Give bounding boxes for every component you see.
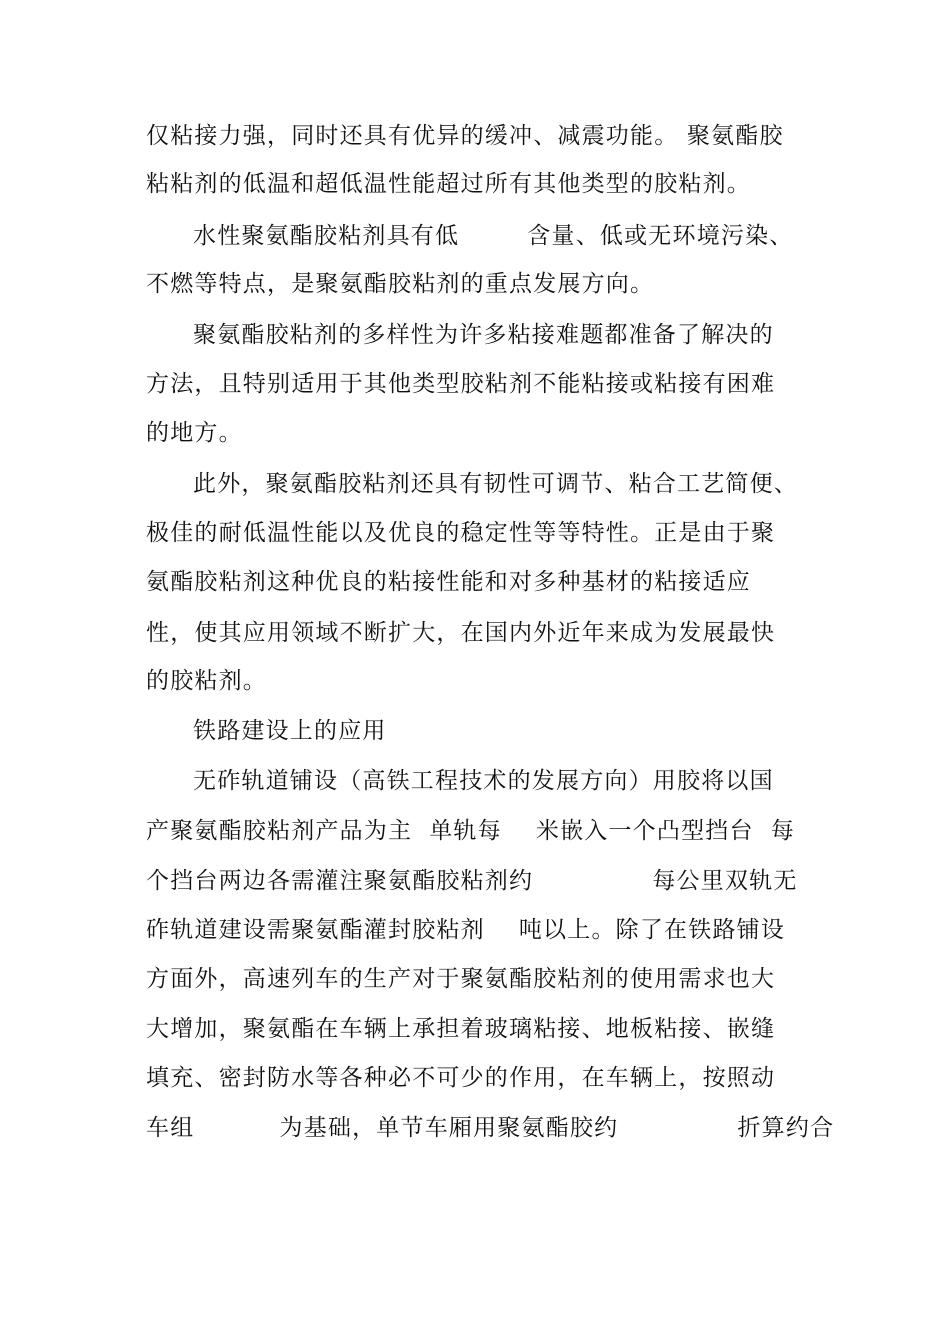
paragraph-start-line: 此外，聚氨酯胶粘剂还具有韧性可调节、粘合工艺简便、 xyxy=(193,471,798,497)
text-line: 产聚氨酯胶粘剂产品为主 单轨每 米嵌入一个凸型挡台 每 xyxy=(146,818,795,844)
text-line: 的胶粘剂。 xyxy=(146,668,267,694)
text-line: 车组 为基础，单节车厢用聚氨酯胶约 折算约合 xyxy=(146,1115,835,1141)
section-heading: 铁路建设上的应用 xyxy=(193,718,387,744)
text-line: 粘粘剂的低温和超低温性能超过所有其他类型的胶粘剂。 xyxy=(146,171,751,197)
paragraph-start-line: 无砟轨道铺设（高铁工程技术的发展方向）用胶将以国 xyxy=(193,768,774,794)
text-line: 的地方。 xyxy=(146,420,243,446)
text-line: 性，使其应用领域不断扩大，在国内外近年来成为发展最快 xyxy=(146,620,776,646)
paragraph-start-line: 水性聚氨酯胶粘剂具有低 含量、低或无环境污染、 xyxy=(193,223,794,249)
text-line: 方面外，高速列车的生产对于聚氨酯胶粘剂的使用需求也大 xyxy=(146,966,776,992)
text-line: 极佳的耐低温性能以及优良的稳定性等等特性。正是由于聚 xyxy=(146,520,776,546)
text-line: 氨酯胶粘剂这种优良的粘接性能和对多种基材的粘接适应 xyxy=(146,569,751,595)
text-line: 大增加，聚氨酯在车辆上承担着玻璃粘接、地板粘接、嵌缝 xyxy=(146,1016,776,1042)
text-line: 砟轨道建设需聚氨酯灌封胶粘剂 吨以上。除了在铁路铺设 xyxy=(146,917,786,943)
text-line: 个挡台两边各需灌注聚氨酯胶粘剂约 每公里双轨无 xyxy=(146,868,798,894)
text-line: 不燃等特点，是聚氨酯胶粘剂的重点发展方向。 xyxy=(146,271,655,297)
paragraph-start-line: 聚氨酯胶粘剂的多样性为许多粘接难题都准备了解决的 xyxy=(193,322,774,348)
text-line: 仅粘接力强，同时还具有优异的缓冲、减震功能。 聚氨酯胶 xyxy=(146,123,784,149)
text-line: 填充、密封防水等各种必不可少的作用，在车辆上，按照动 xyxy=(146,1065,776,1091)
text-line: 方法，且特别适用于其他类型胶粘剂不能粘接或粘接有困难 xyxy=(146,371,776,397)
